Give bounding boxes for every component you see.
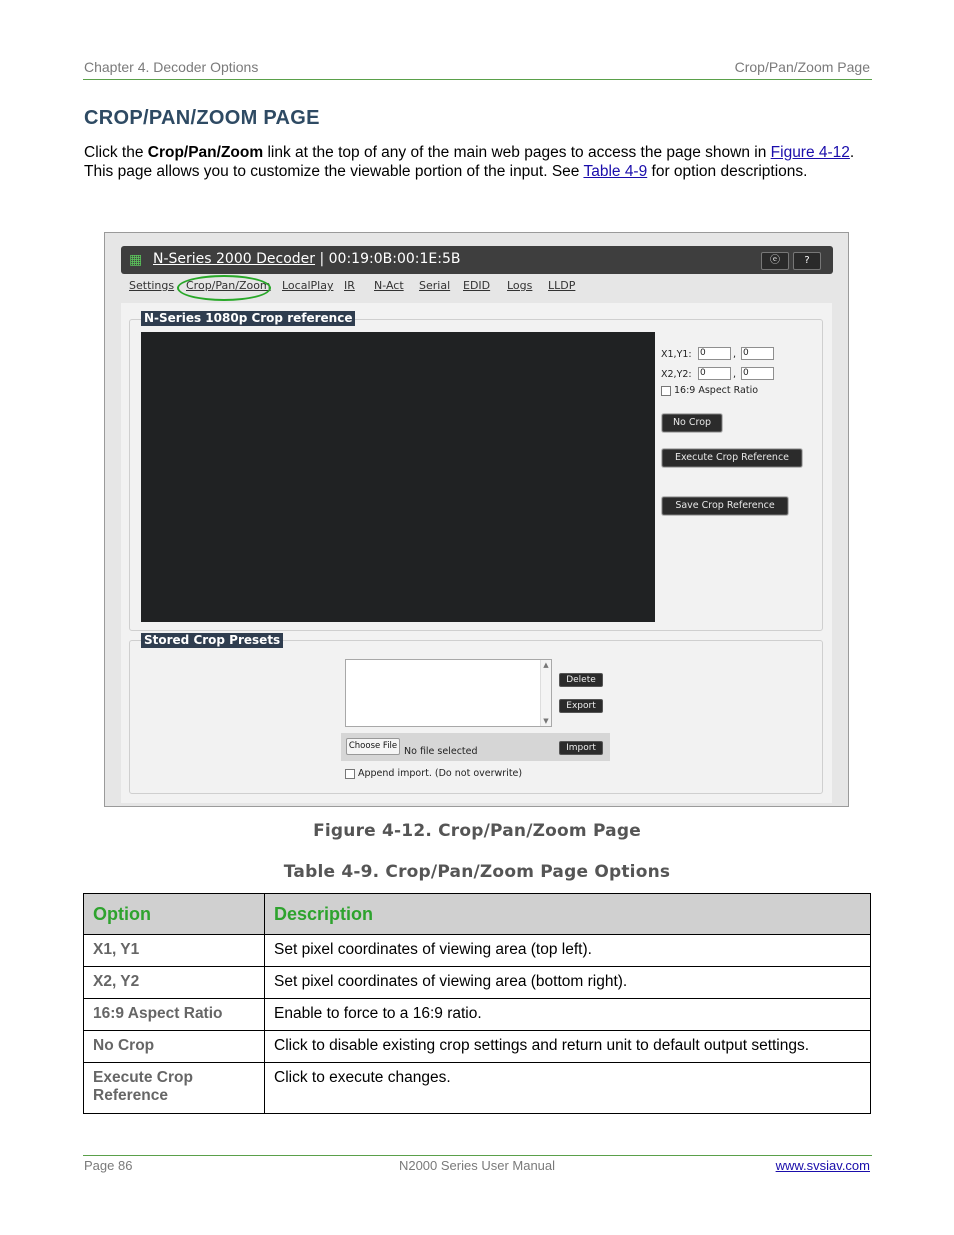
footer-manual-title: N2000 Series User Manual	[398, 1158, 556, 1173]
figure-caption: Figure 4-12. Crop/Pan/Zoom Page	[313, 821, 641, 841]
coord-separator: ,	[733, 349, 737, 360]
export-button[interactable]: Export	[559, 699, 603, 713]
option-column-header: Option	[84, 894, 265, 935]
x1y1-label: X1,Y1:	[661, 349, 692, 360]
execute-crop-reference-button[interactable]: Execute Crop Reference	[662, 449, 802, 467]
running-header-chapter: Chapter 4. Decoder Options	[84, 59, 259, 75]
nav-serial[interactable]: Serial	[419, 279, 451, 292]
description-cell: Set pixel coordinates of viewing area (top left).	[265, 935, 871, 967]
section-title: CROP/PAN/ZOOM PAGE	[84, 107, 320, 129]
aspect-ratio-checkbox[interactable]	[661, 386, 671, 396]
running-header-section: Crop/Pan/Zoom Page	[734, 59, 870, 75]
x2-input[interactable]: 0	[698, 367, 731, 380]
header-rule	[83, 79, 872, 80]
options-table	[83, 893, 871, 1114]
footer-page-number: Page 86	[84, 1158, 133, 1173]
coord-separator: ,	[733, 369, 737, 380]
app-title-bar	[121, 246, 833, 274]
user-button[interactable]: ⓔ	[761, 252, 789, 270]
nav-crop-pan-zoom[interactable]: Crop/Pan/Zoom	[186, 279, 271, 292]
no-file-label: No file selected	[404, 746, 478, 757]
description-column-header: Description	[265, 894, 871, 935]
option-cell: No Crop	[84, 1031, 265, 1063]
nav-localplay[interactable]: LocalPlay	[282, 279, 334, 292]
presets-list[interactable]	[345, 659, 552, 727]
no-crop-button[interactable]: No Crop	[662, 414, 722, 432]
import-file-row	[341, 733, 610, 761]
append-import-label: Append import. (Do not overwrite)	[358, 768, 523, 779]
x2y2-label: X2,Y2:	[661, 369, 692, 380]
table-row	[84, 967, 871, 999]
option-cell: 16:9 Aspect Ratio	[84, 999, 265, 1031]
table-row	[84, 999, 871, 1031]
option-cell: X1, Y1	[84, 935, 265, 967]
decoder-home-link[interactable]: N-Series 2000 Decoder	[153, 251, 316, 267]
svsi-logo-icon: ▦	[129, 252, 143, 268]
highlight-circle	[177, 275, 271, 301]
table-row	[84, 1063, 871, 1114]
description-cell: Set pixel coordinates of viewing area (bottom right).	[265, 967, 871, 999]
app-title: N-Series 2000 Decoder | 00:19:0B:00:1E:5B	[153, 251, 461, 267]
y2-input[interactable]: 0	[741, 367, 774, 380]
footer-rule	[83, 1155, 872, 1156]
presets-scrollbar[interactable]	[540, 660, 551, 726]
table-row	[84, 935, 871, 967]
aspect-ratio-label: 16:9 Aspect Ratio	[674, 385, 759, 396]
nav-lldp[interactable]: LLDP	[548, 279, 576, 292]
scroll-up-icon[interactable]: ▲	[543, 661, 549, 669]
nav-n-act[interactable]: N-Act	[374, 279, 404, 292]
choose-file-button[interactable]: Choose File	[346, 738, 400, 755]
description-cell: Click to execute changes.	[265, 1063, 871, 1114]
crop-reference-legend: N-Series 1080p Crop reference	[141, 311, 355, 326]
video-preview[interactable]	[141, 332, 655, 622]
table-link[interactable]: Table 4-9	[583, 163, 648, 180]
import-button[interactable]: Import	[559, 741, 603, 755]
scroll-down-icon[interactable]: ▼	[543, 717, 549, 725]
intro-paragraph: Click the Crop/Pan/Zoom link at the top of any of the main web pages to access the page shown in Figure 4-12. This page allows you to customize the viewable portion of the input. See Table 4-9 for option descriptions.	[84, 144, 855, 180]
option-cell: Execute Crop Reference	[84, 1063, 265, 1114]
footer-website-link[interactable]: www.svsiav.com	[775, 1158, 870, 1173]
delete-button[interactable]: Delete	[559, 673, 603, 687]
nav-settings[interactable]: Settings	[129, 279, 175, 292]
crop-pan-zoom-screenshot	[104, 232, 849, 807]
option-cell: X2, Y2	[84, 967, 265, 999]
table-row	[84, 1031, 871, 1063]
table-caption: Table 4-9. Crop/Pan/Zoom Page Options	[283, 862, 671, 882]
append-import-checkbox[interactable]	[345, 769, 355, 779]
x1-input[interactable]: 0	[698, 347, 731, 360]
nav-logs[interactable]: Logs	[507, 279, 533, 292]
description-cell: Enable to force to a 16:9 ratio.	[265, 999, 871, 1031]
help-button[interactable]: ?	[793, 252, 821, 270]
figure-link[interactable]: Figure 4-12	[770, 144, 850, 161]
nav-edid[interactable]: EDID	[463, 279, 491, 292]
description-cell: Click to disable existing crop settings and return unit to default output settings.	[265, 1031, 871, 1063]
save-crop-reference-button[interactable]: Save Crop Reference	[662, 497, 788, 515]
y1-input[interactable]: 0	[741, 347, 774, 360]
table-header-row	[84, 894, 871, 935]
stored-presets-legend: Stored Crop Presets	[141, 633, 283, 648]
nav-ir[interactable]: IR	[344, 279, 355, 292]
